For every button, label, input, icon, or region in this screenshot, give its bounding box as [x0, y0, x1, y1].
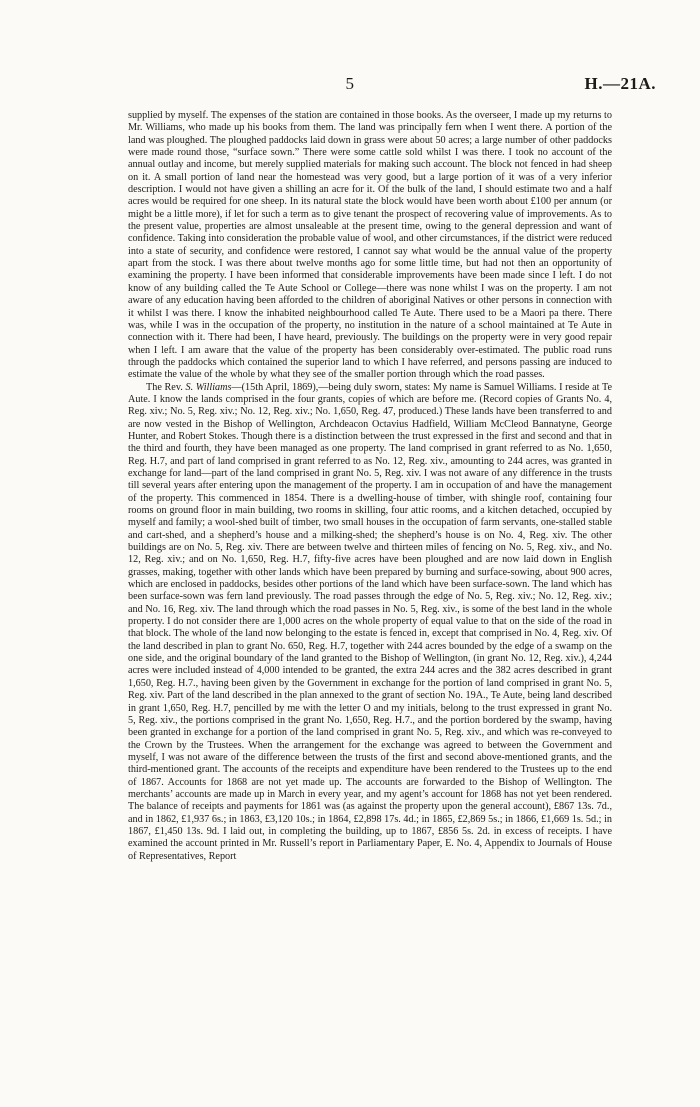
page-number: 5 [345, 74, 355, 93]
paragraph-text: —(15th April, 1869),—being duly sworn, states: My name is Samuel Williams. I reside at Te Aute. I know the lands comprised in the four grants, copies of which are before me. (Record copies of Grants No. 4, Reg. xiv.; No. 5, Reg. xiv.; No. 12, Reg. xiv.; No. 1,650, Reg. 47, produced.) These lands have been transferred to and are now vested in the Bishop of Wellington, Archdeacon Octavius Hadfield, William McCleod Bannatyne, George Hunter, and Robert Stokes. Though there is a distinction between the trust expressed in the first and second and that in the third and fourth, they have been managed as one property. The land comprised in grant referred to as No. 1,650, Reg. H.7, and part of land comprised in grant referred to as No. 12, Reg. xiv., amounting to 244 acres, was granted in exchange for land—part of the land comprised in grant No. 5, Reg. xiv. I was not aware of any difference in the trusts till several years after entering upon the management of the property. I am in occupation of and have the management of the property. This commenced in 1854. There is a dwelling-house of timber, with shingle roof, containing four rooms on ground floor in main building, two rooms in skilling, four attic rooms, and a kitchen detached, occupied by myself and family; a wool-shed built of timber, two small houses in the occupation of farm servants, one-stalled stable and cart-shed, and a shepherd’s house and a milking-shed; the shepherd’s house is on No. 4, Reg. xiv. The other buildings are on No. 5, Reg. xiv. There are between twelve and thirteen miles of fencing on No. 5, Reg. xiv., and No. 12, Reg. xiv.; and on No. 1,650, Reg. H.7, fifty-five acres have been ploughed and are now laid down in English grasses, making, together with other lands which have been prepared by burning and surface-sowing, about 900 acres, which are enclosed in paddocks, besides other portions of the land which have been surface-sown. The land which has been surface-sown was fern land previously. The road passes through the edge of No. 5, Reg. xiv.; No. 12, Reg. xiv.; and No. 16, Reg. xiv. The land through which the road passes in No. 5, Reg. xiv., is some of the best land in the whole property. I do not consider there are 1,000 acres on the whole property of equal value to that on the side of the road in that block. The whole of the land now belonging to the estate is fenced in, except that comprised in No. 4, Reg. xiv. Of the land described in plan to grant No. 650, Reg. H.7, together with 244 acres bounded by the edge of a swamp on the one side, and the original boundary of the land granted to the Bishop of Wellington, (in grant No. 12, Reg. xiv.), 4,244 acres were included instead of 4,000 intended to be granted, the extra 244 acres and the 382 acres described in grant 1,650, Reg. H.7., having been given by the Government in exchange for the portion of land comprised in grant No. 5, Reg. xiv. Part of the land described in the plan annexed to the grant of section No. 19A., Te Aute, being land described in grant 1,650, Reg. H.7, pencilled by me with the letter O and my initials, belong to the trust expressed in grant No. 5, Reg. xiv., the portions comprised in the grant No. 1,650, Reg. H.7., and the portion bordered by the swamp, having been granted in exchange for a portion of the land comprised in grant No. 5, Reg. xiv., and which was re-conveyed to the Crown by the Trustees. When the arrangement for the exchange was agreed to between the Government and myself, I was not aware of the difference between the trusts of the first and second above-mentioned grants, and the third-mentioned grant. The accounts of the receipts and expenditure have been rendered to the Trustees up to the end of 1867. Accounts for 1868 are not yet made up. The accounts are forwarded to the Bishop of Wellington. The merchants’ accounts are made up in March in every year, and my agent’s account for 1868 has not yet been rendered. The balance of receipts and payments for 1861 was (as against the property upon the general account), £867 13s. 7d., and in 1862, £1,937 6s.; in 1863, £3,120 10s.; in 1864, £2,898 17s. 4d.; in 1865, £2,869 5s.; in 1866, £1,669 1s. 5d.; in 1867, £1,450 13s. 9d. I laid out, in completing the building, up to 1867, £856 5s. 2d. in excess of receipts. I have examined the account printed in Mr. Russell’s report in Parliamentary Paper, E. No. 4, Appendix to Journals of House of Representatives, Report [128, 381, 612, 862]
document-code: H.—21A. [584, 74, 656, 93]
speaker-prefix: The Rev. [146, 381, 186, 393]
body-text [128, 110, 612, 863]
speaker-name: S. Williams [185, 381, 232, 393]
paragraph-text: supplied by myself. The expenses of the station are contained in those books. As the overseer, I made up my returns to Mr. Williams, who made up his books from them. The land was principally fern when I went there. A portion of the land was ploughed. The ploughed paddocks laid down in grass were about 50 acres; a large number of other paddocks were made round those, “surface sown.” There were some cattle sold whilst I was there. I took no account of the annual outlay and income, but merely supplied materials for making such account. The block not fenced in had sheep on it. A small portion of land near the homestead was very good, but a large portion of it was of a very inferior description. I would not have given a shilling an acre for it. Of the bulk of the land, I should estimate two and a half acres would be required for one sheep. In its natural state the block would have been worth about £100 per annum (or might be a little more), if let for such a term as to give tenant the prospect of recovering value of improvements. As to the present value, properties are almost unsaleable at the present time, owing to the general depression and want of confidence. Taking into consideration the probable value of wool, and other circumstances, if the district were reduced into a state of security, and confidence were restored, I cannot say what would be the annual value of the property apart from the stock. I was there about twelve months ago for some little time, but had not then an opportunity of examining the property. I have been informed that considerable improvements have been made since I left. I do not know of any building called the Te Aute School or College—there was none whilst I was on the property. I am not aware of any education having been afforded to the children of aboriginal Natives or other persons in connection with it whilst I was there. I know the inhabited neighbourhood called Te Aute. There used to be a Maori pa there. There was, while I was in the occupation of the property, no institution in the nature of a school maintained at Te Aute in connection with it. There had been, I have heard, previously. The buildings on the property were in very good repair when I left. I am aware that the value of the property has been considerably over-estimated. The public road runs through the paddocks which contained the superior land to which I have referred, and persons passing are induced to estimate the value of the whole by what they see of the smaller portion through which the road passes. [128, 110, 612, 381]
paragraph-continuation [128, 110, 612, 382]
paragraph-testimony [128, 382, 612, 863]
